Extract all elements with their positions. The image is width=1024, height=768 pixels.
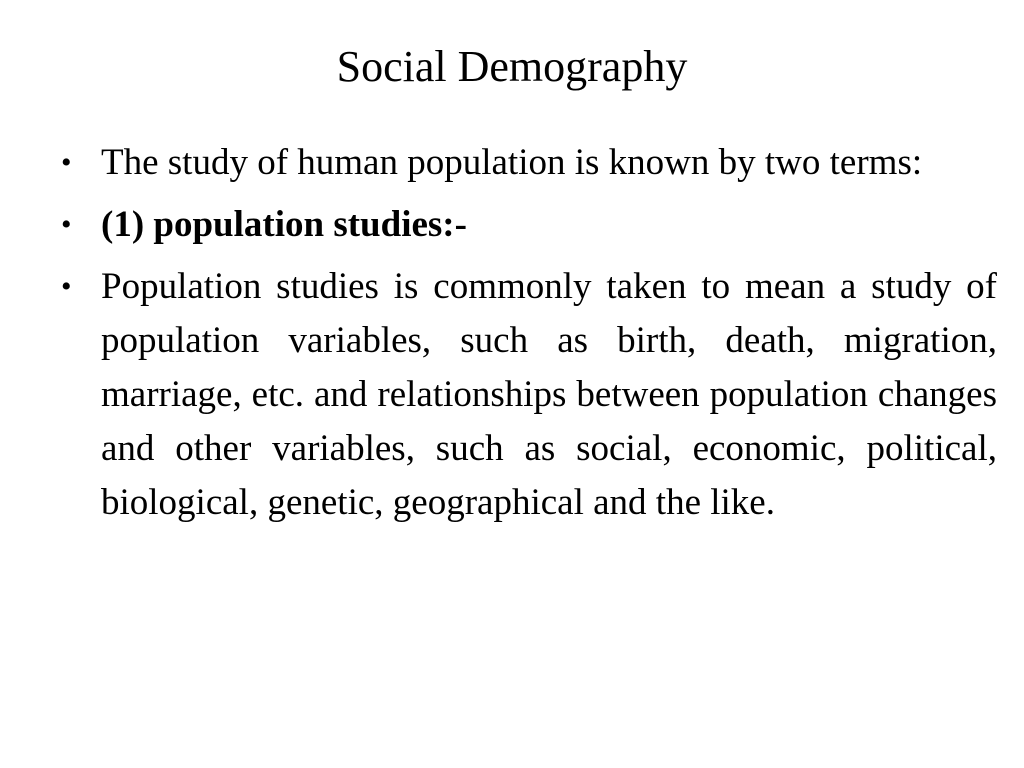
bullet-text: Population studies is commonly taken to mean a study of population variables, such as birth, death, migration, marriage, etc. and relationships between population changes and other variables, such as social, economic, political, biological, genetic, geographical and the like. — [101, 266, 997, 523]
bullet-text: The study of human population is known by two terms: — [101, 142, 923, 183]
bullet-item-intro — [55, 136, 997, 190]
bullet-marker: • — [61, 208, 72, 241]
bullet-item-heading — [55, 198, 997, 252]
bullet-text: (1) population studies:- — [101, 204, 467, 245]
slide-title: Social Demography — [336, 42, 688, 91]
bullet-marker: • — [61, 146, 72, 179]
bullet-list — [55, 136, 997, 538]
bullet-item-definition — [55, 260, 997, 530]
bullet-marker: • — [61, 270, 72, 303]
